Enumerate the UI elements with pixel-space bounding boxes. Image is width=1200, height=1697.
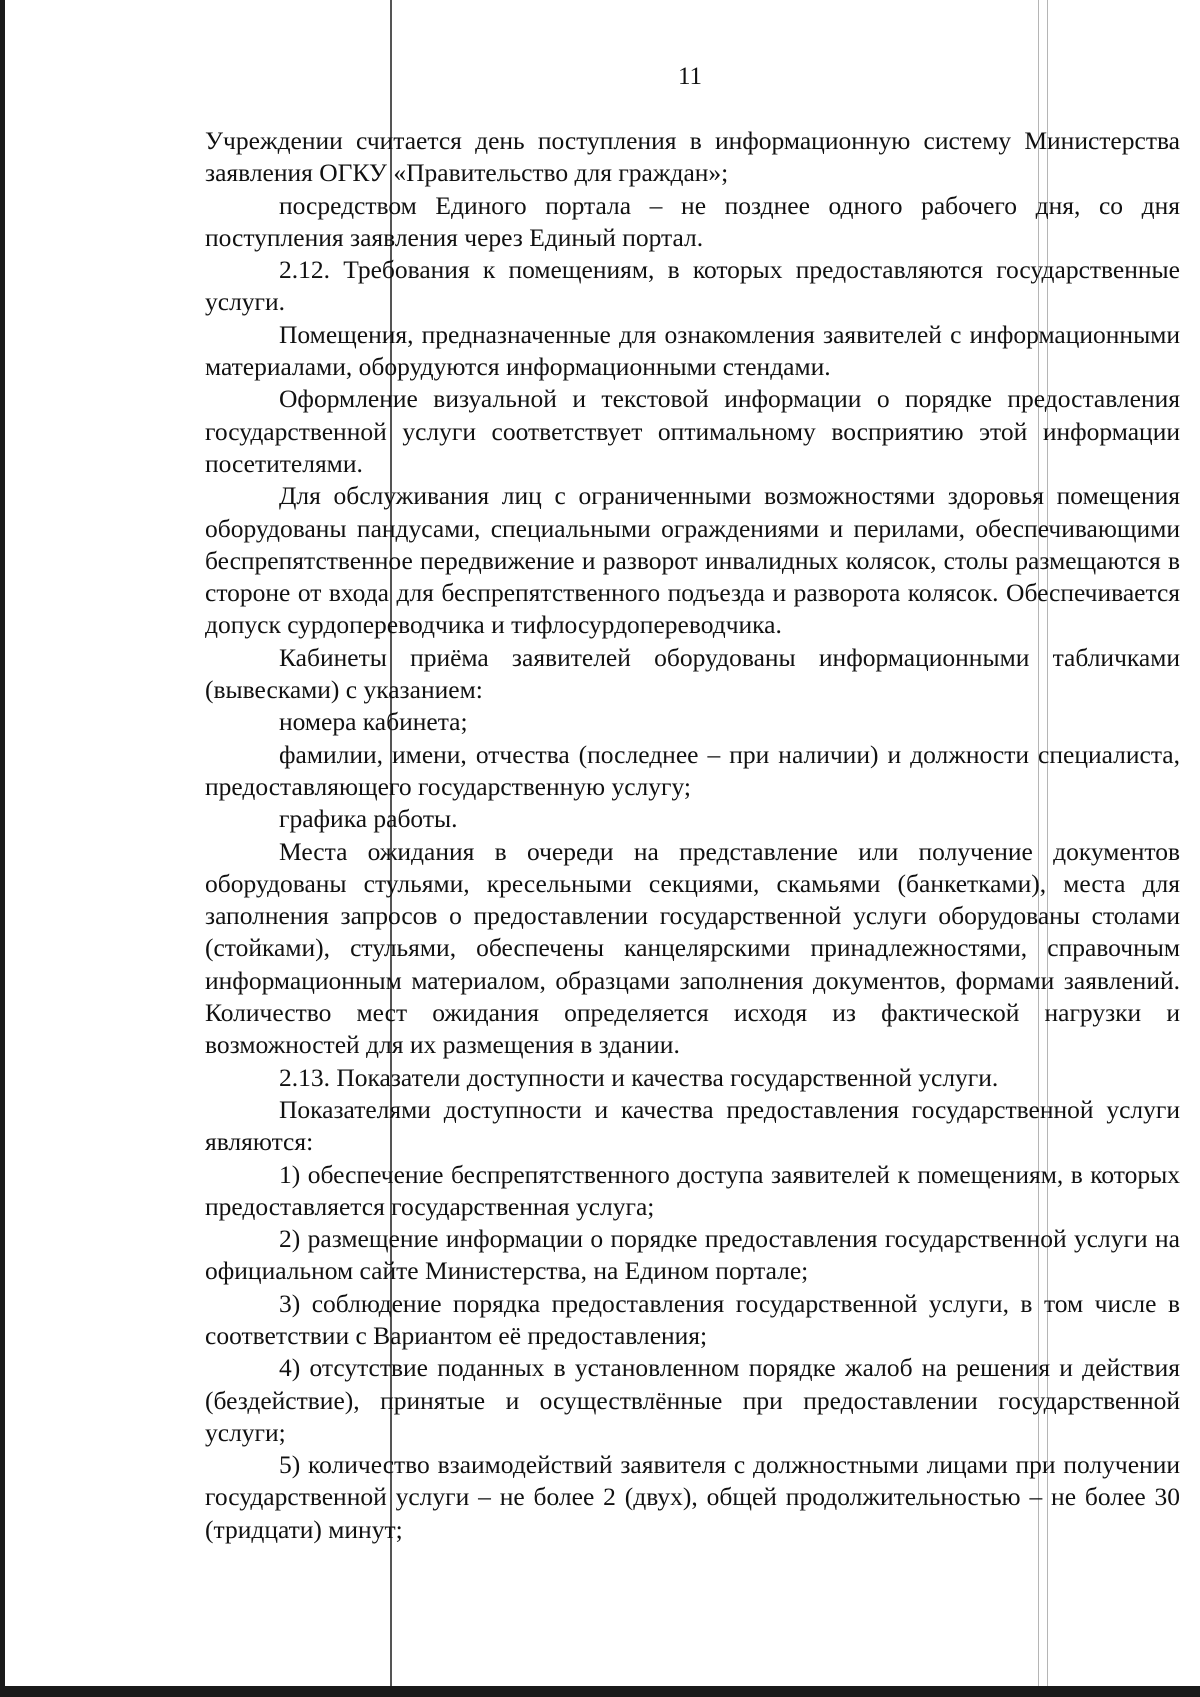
paragraph: посредством Единого портала – не позднее одного рабочего дня, со дня поступления заявления через Единый портал.: [205, 190, 1180, 252]
list-item: 4) отсутствие поданных в установленном порядке жалоб на решения и действия (бездействие), принятые и осуществлённые при предоставлении государственной услуги;: [205, 1353, 1180, 1447]
document-body: [205, 125, 1180, 1546]
list-item: фамилии, имени, отчества (последнее – при наличии) и должности специалиста, предоставляющего государственную услугу;: [205, 739, 1180, 801]
paragraph: Помещения, предназначенные для ознакомления заявителей с информационными материалами, оборудуются информационными стендами.: [205, 319, 1180, 382]
paragraph: Места ожидания в очереди на представление или получение документов оборудованы стульями, кресельными секциями, скамьями (банкетками), места для заполнения запросов о предоставлении государственной услуги оборудованы столами (стойками), стульями, обеспечены канцелярскими принадлежностями, справочным информационным материалом, образцами заполнения документов, формами заявлений. Количество мест ожидания определяется исходя из фактической нагрузки и возможностей для их размещения в здании.: [205, 836, 1180, 1060]
scan-border-bottom: [0, 1686, 1200, 1697]
list-item: 3) соблюдение порядка предоставления государственной услуги, в том числе в соответствии с Вариантом её предоставления;: [205, 1288, 1180, 1350]
paragraph: Оформление визуальной и текстовой информации о порядке предоставления государственной услуги соответствует оптимальному восприятию этой информации посетителями.: [205, 384, 1180, 478]
list-item: 5) количество взаимодействий заявителя с должностными лицами при получении государственной услуги – не более 2 (двух), общей продолжительностью – не более 30 (тридцати) минут;: [205, 1450, 1180, 1544]
section-heading: 2.12. Требования к помещениям, в которых предоставляются государственные услуги.: [205, 255, 1180, 317]
paragraph: Учреждении считается день поступления в информационную систему Министерства заявления ОГКУ «Правительство для граждан»;: [205, 126, 1180, 188]
paragraph: Кабинеты приёма заявителей оборудованы информационными табличками (вывесками) с указанием:: [205, 642, 1180, 705]
list-item: 2) размещение информации о порядке предоставления государственной услуги на официальном сайте Министерства, на Едином портале;: [205, 1224, 1180, 1286]
page-number: 11: [677, 63, 703, 90]
list-item: графика работы.: [279, 804, 458, 834]
paragraph: Для обслуживания лиц с ограниченными возможностями здоровья помещения оборудованы пандусами, специальными ограждениями и перилами, обеспечивающими беспрепятственное передвижение и разворот инвалидных колясок, столы размещаются в стороне от входа для беспрепятственного подъезда и разворота колясок. Обеспечивается допуск сурдопереводчика и тифлосурдопереводчика.: [205, 481, 1180, 640]
scan-border-left: [0, 0, 5, 1697]
section-heading: 2.13. Показатели доступности и качества государственной услуги.: [279, 1062, 999, 1092]
paragraph: Показателями доступности и качества предоставления государственной услуги являются:: [205, 1094, 1180, 1157]
list-item: номера кабинета;: [279, 707, 468, 737]
list-item: 1) обеспечение беспрепятственного доступа заявителей к помещениям, в которых предоставляется государственная услуга;: [205, 1159, 1180, 1221]
